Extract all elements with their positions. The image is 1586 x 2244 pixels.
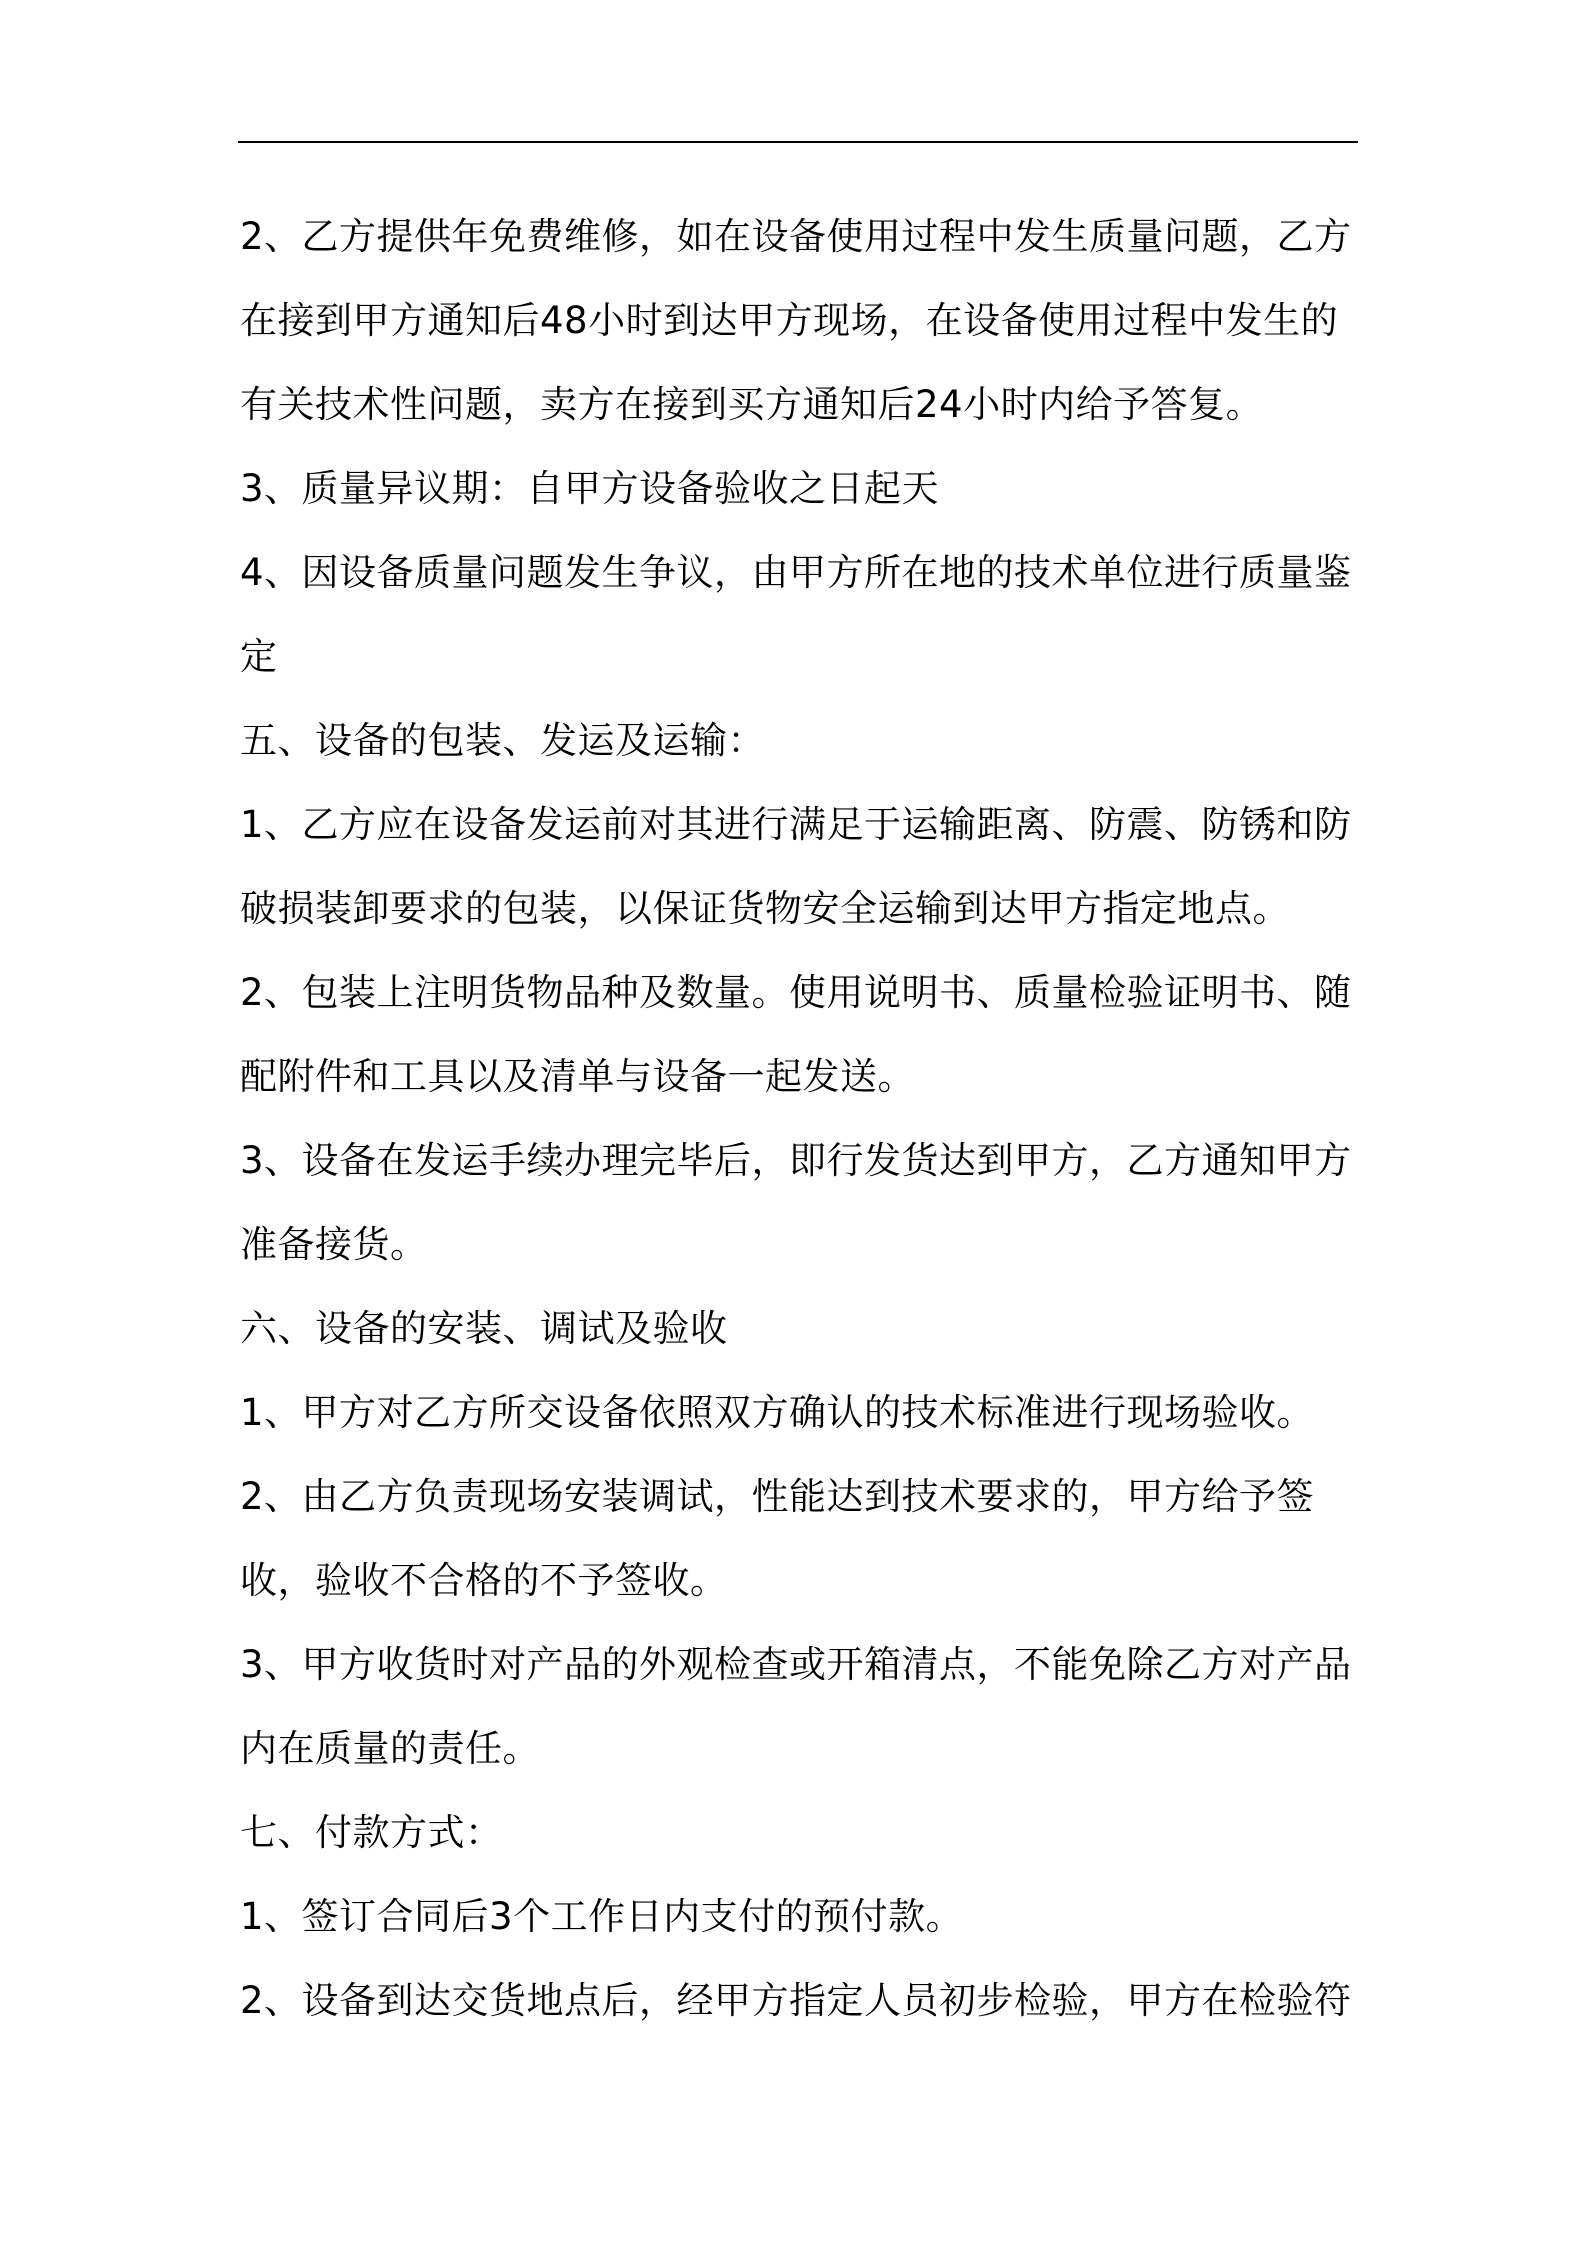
clause-quality-dispute: 4、因设备质量问题发生争议，由甲方所在地的技术单位进行质量鉴定 [240, 551, 1352, 678]
clause-onsite-acceptance: 1、甲方对乙方所交设备依照双方确认的技术标准进行现场验收。 [240, 1391, 1315, 1434]
clause-advance-payment: 1、签订合同后3个工作日内支付的预付款。 [240, 1895, 964, 1938]
clause-packaging-labeling: 2、包装上注明货物品种及数量。使用说明书、质量检验证明书、随配附件和工具以及清单与设备一起发送。 [240, 971, 1352, 1098]
clause-inspection-liability: 3、甲方收货时对产品的外观检查或开箱清点，不能免除乙方对产品内在质量的责任。 [240, 1643, 1352, 1770]
document-body [240, 195, 1360, 2043]
section-heading-payment: 七、付款方式： [240, 1811, 503, 1854]
clause-quality-objection-period: 3、质量异议期：自甲方设备验收之日起天 [240, 467, 940, 510]
section-heading-installation: 六、设备的安装、调试及验收 [240, 1307, 728, 1350]
clause-shipping-notice: 3、设备在发运手续办理完毕后，即行发货达到甲方，乙方通知甲方准备接货。 [240, 1139, 1352, 1266]
clause-warranty-repair: 2、乙方提供年免费维修，如在设备使用过程中发生质量问题，乙方在接到甲方通知后48小时到达甲方现场，在设备使用过程中发生的有关技术性问题，卖方在接到买方通知后24小时内给予答复。 [240, 215, 1352, 426]
header-divider [238, 141, 1358, 143]
clause-delivery-inspection-payment: 2、设备到达交货地点后，经甲方指定人员初步检验，甲方在检验符 [240, 1979, 1352, 2022]
clause-installation-commissioning: 2、由乙方负责现场安装调试，性能达到技术要求的，甲方给予签收，验收不合格的不予签收。 [240, 1475, 1315, 1602]
section-heading-packaging: 五、设备的包装、发运及运输： [240, 719, 765, 762]
clause-packaging-requirements: 1、乙方应在设备发运前对其进行满足于运输距离、防震、防锈和防破损装卸要求的包装，以保证货物安全运输到达甲方指定地点。 [240, 803, 1352, 930]
